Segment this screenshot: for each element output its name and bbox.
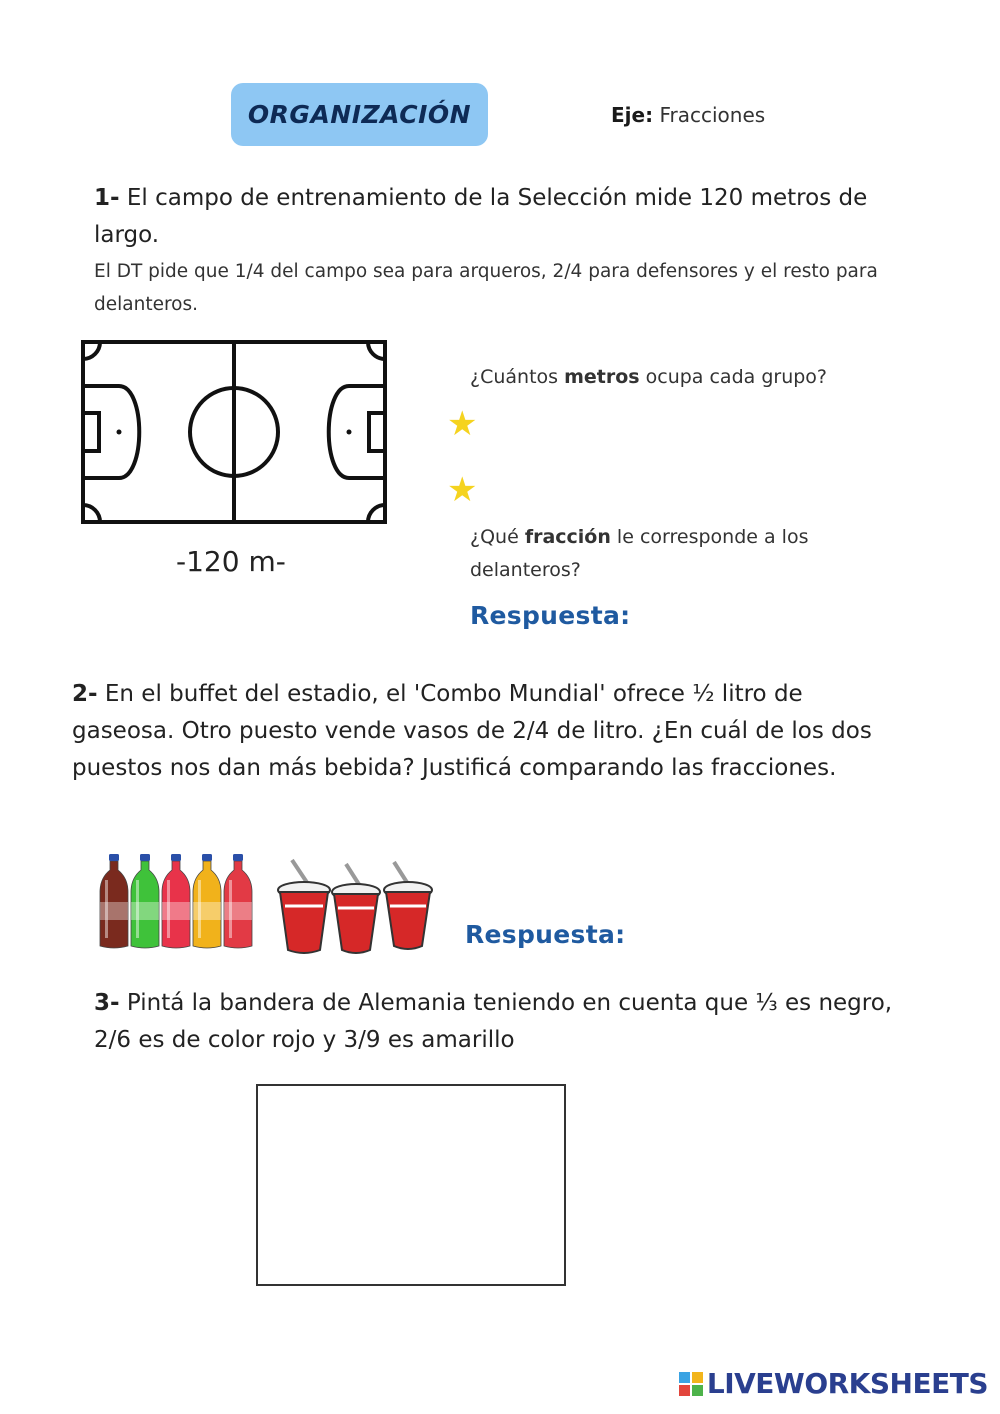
- q1-ask2-pre: ¿Qué: [470, 526, 525, 548]
- q3-statement: [94, 985, 894, 1059]
- field-corner-tl: [83, 342, 100, 359]
- cup-3: [384, 862, 432, 949]
- cup-1: [278, 860, 330, 953]
- field-right-area: [329, 386, 385, 478]
- field-caption: -120 m-: [176, 545, 286, 578]
- eje-label: Eje:: [611, 103, 654, 127]
- q1-number: 1-: [94, 185, 120, 211]
- title-badge-text: ORGANIZACIÓN: [247, 100, 472, 129]
- field-left-penalty-spot: [117, 430, 122, 435]
- field-corner-br: [368, 505, 385, 522]
- q1-ask1-pre: ¿Cuántos: [470, 366, 565, 388]
- q2-answer-label: Respuesta:: [465, 920, 626, 949]
- soda-bottles-image: [96, 852, 256, 952]
- liveworksheets-logo-icon: [679, 1372, 703, 1396]
- q2-number: 2-: [72, 681, 98, 707]
- q2-text: En el buffet del estadio, el 'Combo Mundial' ofrece ½ litro de gaseosa. Otro puesto vende vasos de 2/4 de litro. ¿En cuál de los dos puestos nos dan más bebida? Justificá comparando las fracciones.: [72, 681, 872, 781]
- field-left-goal-box: [83, 413, 99, 451]
- field-corner-bl: [83, 505, 100, 522]
- star-icon: ★: [447, 470, 478, 510]
- title-badge: [231, 83, 488, 146]
- cup-2: [332, 864, 380, 953]
- q1-ask1-post: ocupa cada grupo?: [639, 366, 828, 388]
- q1-ask2-bold: fracción: [524, 526, 611, 548]
- q3-number: 3-: [94, 990, 120, 1016]
- field-right-goal-box: [369, 413, 385, 451]
- star-icon: ★: [447, 404, 478, 444]
- soccer-field-diagram: [80, 339, 388, 526]
- soda-bottle: [193, 854, 221, 948]
- field-right-penalty-spot: [347, 430, 352, 435]
- soda-bottle: [100, 854, 128, 948]
- flag-drawing-box[interactable]: [256, 1084, 566, 1286]
- soda-bottle: [131, 854, 159, 948]
- field-corner-tr: [368, 342, 385, 359]
- soda-bottle: [162, 854, 190, 948]
- eje-line: [611, 103, 765, 127]
- liveworksheets-logo-text: LIVEWORKSHEETS: [706, 1367, 988, 1400]
- q1-answer-label: Respuesta:: [470, 601, 631, 630]
- liveworksheets-logo: [679, 1367, 988, 1400]
- q1-text: El campo de entrenamiento de la Selección mide 120 metros de largo.: [94, 185, 868, 248]
- q1-ask-meters: [470, 361, 930, 394]
- q1-detail: El DT pide que 1/4 del campo sea para arqueros, 2/4 para defensores y el resto para delanteros.: [94, 261, 878, 315]
- q2-statement: [72, 676, 912, 787]
- q1-ask-fraction: [470, 521, 900, 587]
- field-left-area: [83, 386, 139, 478]
- drink-cups-image: [276, 854, 436, 956]
- q1-ask2-post: le corresponde a los delanteros?: [470, 526, 809, 581]
- q1-ask1-bold: metros: [564, 366, 640, 388]
- eje-value: Fracciones: [659, 103, 766, 127]
- q3-text: Pintá la bandera de Alemania teniendo en cuenta que ⅓ es negro, 2/6 es de color rojo y 3/9 es amarillo: [94, 990, 893, 1053]
- q1-statement: [94, 180, 924, 254]
- soda-bottle: [224, 854, 252, 948]
